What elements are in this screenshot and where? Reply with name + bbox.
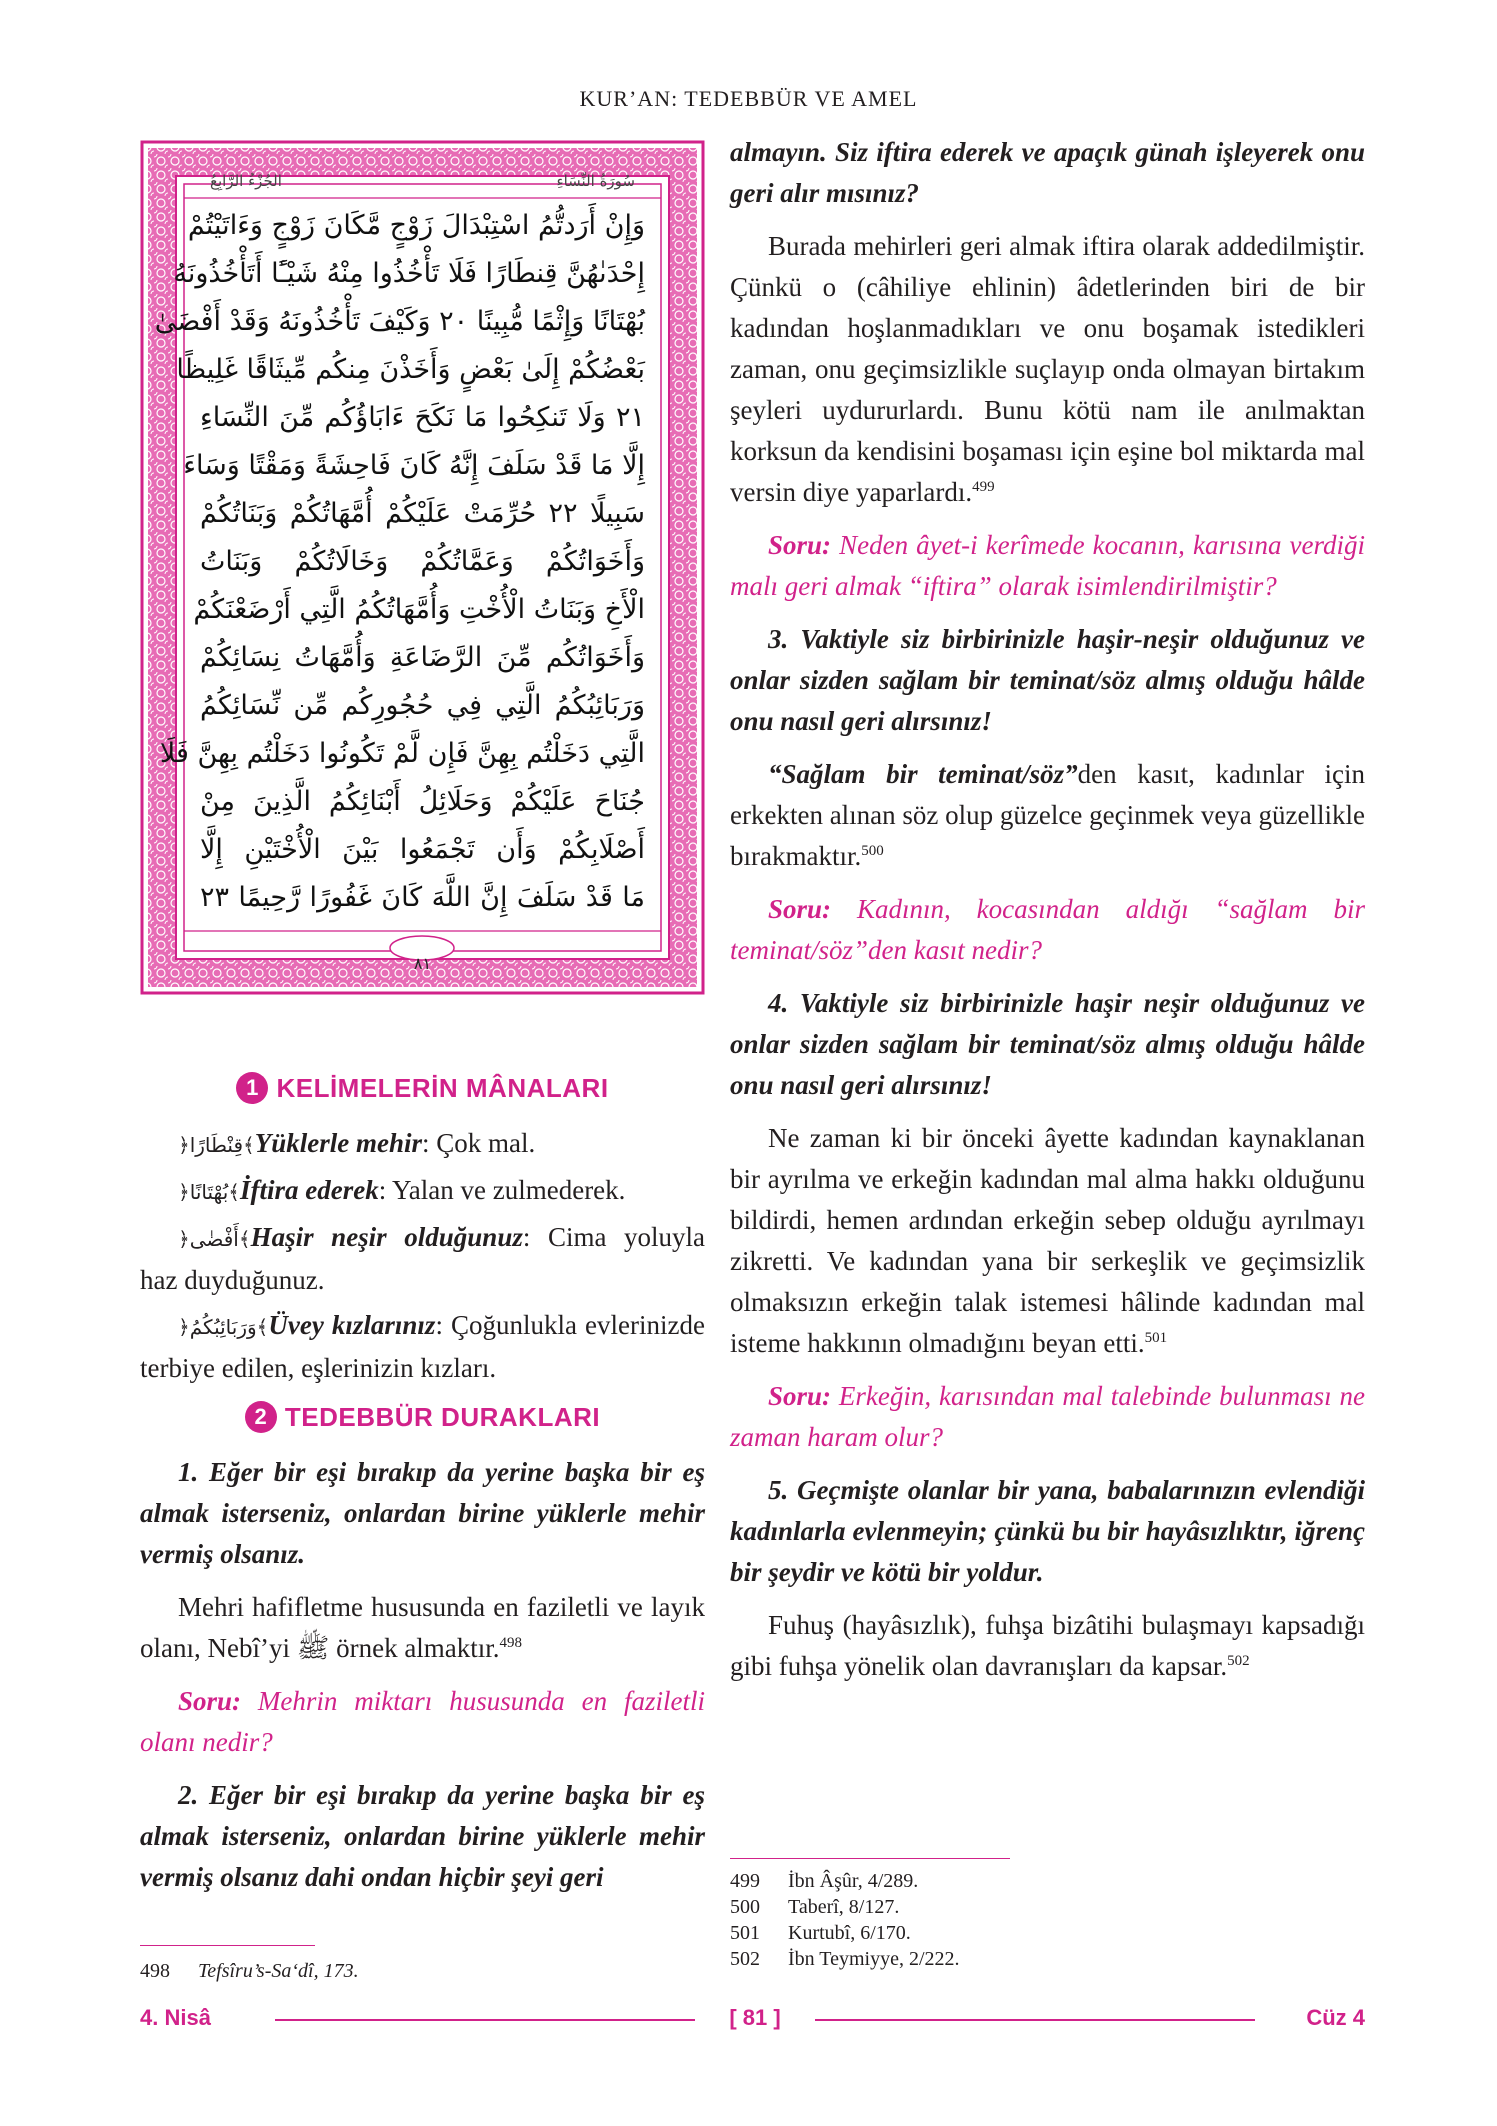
commentary: Burada mehirleri geri almak iftira olarak addedilmiştir. Çünkü o (câhiliye ehlinin) âdetlerinden biri de bir kadından hoşlanmadıkları ve onu boşamak istedikleri zaman, onu geçimsizlikle suçlayıp onda olmayan birtakım şeyleri uydururlardı. Bunu kötü nam ile anılmaktan korksun da kendisini boşaması için eşine bol miktarda mal versin diye yaparlardı.$^{499}$ bbox=[730, 231, 1365, 507]
mushaf-line: وَأَخَوَاتُكُم مِّنَ الرَّضَاعَةِ وَأُمَّهَاتُ نِسَائِكُمْ bbox=[200, 642, 645, 673]
question: Soru: Kadının, kocasından aldığı “sağlam bir teminat/söz”den kasıt nedir? bbox=[730, 894, 1365, 965]
section-heading-tedebbur bbox=[140, 1397, 705, 1438]
mushaf-surah-name: سُورَةُ النِّسَاءِ bbox=[556, 172, 635, 190]
footnote-ref: 500 bbox=[861, 843, 884, 859]
footnote-ref: 498 bbox=[499, 1635, 523, 1651]
mushaf-line: بُهْتَانًا وَإِثْمًا مُّبِينًا ٢٠ وَكَيْفَ تَأْخُذُونَهُ وَقَدْ أَفْضَىٰ bbox=[154, 306, 645, 337]
page-footer bbox=[140, 2005, 1365, 2035]
word-definition: : Çoğunlukla evlerinizde terbiye edilen, eşlerinizin kızları. bbox=[140, 1310, 705, 1383]
arabic-word: ﴿وَرَبَائِبُكُمُ﴾ bbox=[178, 1315, 269, 1339]
arabic-word: ﴿أَفْضٰى﴾ bbox=[178, 1227, 251, 1251]
footnote: 500 Taberî, 8/127. bbox=[730, 1896, 900, 1918]
mushaf-page-number: ٨١ bbox=[413, 954, 432, 973]
arabic-word: ﴿بُهْتَانًا﴾ bbox=[178, 1180, 241, 1204]
footnotes-right bbox=[730, 1868, 960, 1972]
commentary: Mehri hafifletme hususunda en faziletli ve layık olanı, Nebî’yi ﷺ örnek almaktır.$^{498}$ bbox=[140, 1592, 705, 1663]
arabic-word: ﴿قِنْطَارًا﴾ bbox=[178, 1133, 255, 1157]
word-definition: : Çok mal. bbox=[422, 1128, 536, 1158]
footer-surah: 4. Nisâ bbox=[140, 2005, 211, 2030]
verse-meaning: 1. Eğer bir eşi bırakıp da yerine başka bir eş almak isterseniz, onlardan birine yüklerle mehir vermiş olsanız. bbox=[140, 1457, 705, 1569]
mushaf-juz-name: الجُزْءُ الرَّابِعُ bbox=[210, 172, 282, 190]
word-term: Haşir neşir olduğunuz bbox=[250, 1222, 523, 1252]
mushaf-line: ٢١ وَلَا تَنكِحُوا مَا نَكَحَ ءَابَاؤُكُم مِّنَ النِّسَاءِ bbox=[200, 402, 645, 433]
verse-meaning: 2. Eğer bir eşi bırakıp da yerine başka bir eş almak isterseniz, onlardan birine yüklerle mehir vermiş olsanız dahi ondan hiçbir şeyi geri bbox=[140, 1780, 705, 1892]
mushaf-line: الْأَخِ وَبَنَاتُ الْأُخْتِ وَأُمَّهَاتُكُمُ الَّتِي أَرْضَعْنَكُمْ bbox=[193, 594, 645, 625]
word-entry bbox=[140, 1170, 705, 1213]
footnote: 501 Kurtubî, 6/170. bbox=[730, 1922, 911, 1944]
footer-rule-right bbox=[815, 2019, 1255, 2021]
word-entry bbox=[140, 1217, 705, 1301]
mushaf-line: مَا قَدْ سَلَفَ إِنَّ اللَّهَ كَانَ غَفُورًا رَّحِيمًا ٢٣ bbox=[200, 882, 645, 913]
mushaf-text bbox=[154, 202, 645, 922]
question: Soru: Mehrin miktarı hususunda en faziletli olanı nedir? bbox=[140, 1686, 705, 1757]
mushaf-line: بَعْضُكُمْ إِلَىٰ بَعْضٍ وَأَخَذْنَ مِنكُم مِّيثَاقًا غَلِيظًا bbox=[176, 354, 645, 385]
running-header: KUR’AN: TEDEBBÜR VE AMEL bbox=[579, 86, 918, 111]
mushaf-line: وَأَخَوَاتُكُمْ وَعَمَّاتُكُمْ وَخَالَاتُكُمْ وَبَنَاتُ bbox=[200, 546, 645, 577]
footnote: 499 İbn Âşûr, 4/289. bbox=[730, 1870, 919, 1892]
section-title: KELİMELERİN MÂNALARI bbox=[276, 1073, 609, 1103]
right-column bbox=[730, 132, 1365, 1699]
mushaf-line: أَصْلَابِكُمْ وَأَن تَجْمَعُوا بَيْنَ الْأُخْتَيْنِ إِلَّا bbox=[200, 834, 645, 865]
question: Soru: Neden âyet-i kerîmede kocanın, karısına verdiği malı geri almak “iftira” olarak isimlendirilmiştir? bbox=[730, 530, 1365, 601]
section-heading-words bbox=[140, 1068, 705, 1109]
footnote-ref: 502 bbox=[1227, 1653, 1250, 1669]
mushaf-line: سَبِيلًا ٢٢ حُرِّمَتْ عَلَيْكُمْ أُمَّهَاتُكُمْ وَبَنَاتُكُمْ bbox=[200, 498, 645, 529]
word-definition: : Yalan ve zulmederek. bbox=[378, 1175, 626, 1205]
verse-meaning: 4. Vaktiyle siz birbirinizle haşir neşir olduğunuz ve onlar sizden sağlam bir teminat/söz almış olduğu hâlde onu nasıl geri alırsınız! bbox=[730, 988, 1365, 1100]
commentary: “Sağlam bir teminat/söz”den kasıt, kadınlar için erkekten alınan söz olup güzelce geçinmek veya güzellikle bırakmaktır.$^{500}$ bbox=[730, 759, 1365, 871]
footer-page-number: [ 81 ] bbox=[729, 2005, 781, 2030]
section-title: TEDEBBÜR DURAKLARI bbox=[284, 1402, 601, 1432]
section-number-badge: 1 bbox=[236, 1072, 268, 1104]
verse-meaning: almayın. Siz iftira ederek ve apaçık günah işleyerek onu geri alır mısınız? bbox=[730, 137, 1365, 208]
word-term: Yüklerle mehir bbox=[254, 1128, 422, 1158]
footer-rule-left bbox=[275, 2019, 695, 2021]
footer-juz: Cüz 4 bbox=[1306, 2005, 1365, 2030]
word-entry bbox=[140, 1123, 705, 1166]
footnote: 498 Tefsîru’s-Sa‘dî, 173. bbox=[140, 1960, 359, 1982]
word-term: Üvey kızlarınız bbox=[268, 1310, 436, 1340]
mushaf-header bbox=[210, 168, 635, 194]
footnote-rule bbox=[730, 1858, 1010, 1859]
footnote-rule bbox=[140, 1945, 315, 1946]
word-definition: : Cima yoluyla haz duyduğunuz. bbox=[140, 1222, 706, 1295]
commentary: Ne zaman ki bir önceki âyette kadından kaynaklanan bir ayrılma ve erkeğin kadından mal alma hakkı olduğunu bildirdi, hemen ardından erkeğin sebep olduğu ayrılmayı zikretti. Ve kadından yana bir serkeşlik ve geçimsizlik olmaksızın erkeğin talak istemesi hâlinde kadından mal isteme hakkının olmadığını beyan etti.$^{501}$ bbox=[730, 1123, 1365, 1358]
mushaf-line: جُنَاحَ عَلَيْكُمْ وَحَلَائِلُ أَبْنَائِكُمُ الَّذِينَ مِنْ bbox=[200, 786, 645, 817]
mushaf-line: إِلَّا مَا قَدْ سَلَفَ إِنَّهُ كَانَ فَاحِشَةً وَمَقْتًا وَسَاءَ bbox=[183, 450, 645, 481]
left-column bbox=[140, 1062, 705, 1910]
mushaf-line: إِحْدَىٰهُنَّ قِنطَارًا فَلَا تَأْخُذُوا مِنْهُ شَيْـًٔا أَتَأْخُذُونَهُ bbox=[173, 258, 645, 289]
mushaf-line: وَإِنْ أَرَدتُّمُ اسْتِبْدَالَ زَوْجٍ مَّكَانَ زَوْجٍ وَءَاتَيْتُمْ bbox=[187, 210, 645, 241]
question: Soru: Erkeğin, karısından mal talebinde bulunması ne zaman haram olur? bbox=[730, 1381, 1365, 1452]
verse-meaning: 3. Vaktiyle siz birbirinizle haşir-neşir olduğunuz ve onlar sizden sağlam bir teminat/söz almış olduğu hâlde onu nasıl geri alırsınız! bbox=[730, 624, 1365, 736]
word-term: İftira ederek bbox=[240, 1175, 379, 1205]
mushaf-line: وَرَبَائِبُكُمُ الَّتِي فِي حُجُورِكُم مِّن نِّسَائِكُمُ bbox=[200, 690, 645, 721]
footnote-ref: 501 bbox=[1144, 1330, 1168, 1346]
word-entry bbox=[140, 1305, 705, 1389]
verse-meaning: 5. Geçmişte olanlar bir yana, babalarınızın evlendiği kadınlarla evlenmeyin; çünkü bu bir hayâsızlıktır, iğrenç bir şeydir ve kötü bir yoldur. bbox=[730, 1475, 1365, 1587]
commentary: Fuhuş (hayâsızlık), fuhşa bizâtihi bulaşmayı kapsadığı gibi fuhşa yönelik olan davranışları da kapsar.$^{502}$ bbox=[730, 1610, 1365, 1681]
mushaf-line: الَّتِي دَخَلْتُم بِهِنَّ فَإِن لَّمْ تَكُونُوا دَخَلْتُم بِهِنَّ فَلَا bbox=[159, 738, 645, 769]
section-number-badge: 2 bbox=[245, 1401, 277, 1433]
mushaf-page bbox=[140, 140, 705, 995]
footnote-ref: 499 bbox=[972, 479, 995, 495]
footnote: 502 İbn Teymiyye, 2/222. bbox=[730, 1948, 960, 1970]
